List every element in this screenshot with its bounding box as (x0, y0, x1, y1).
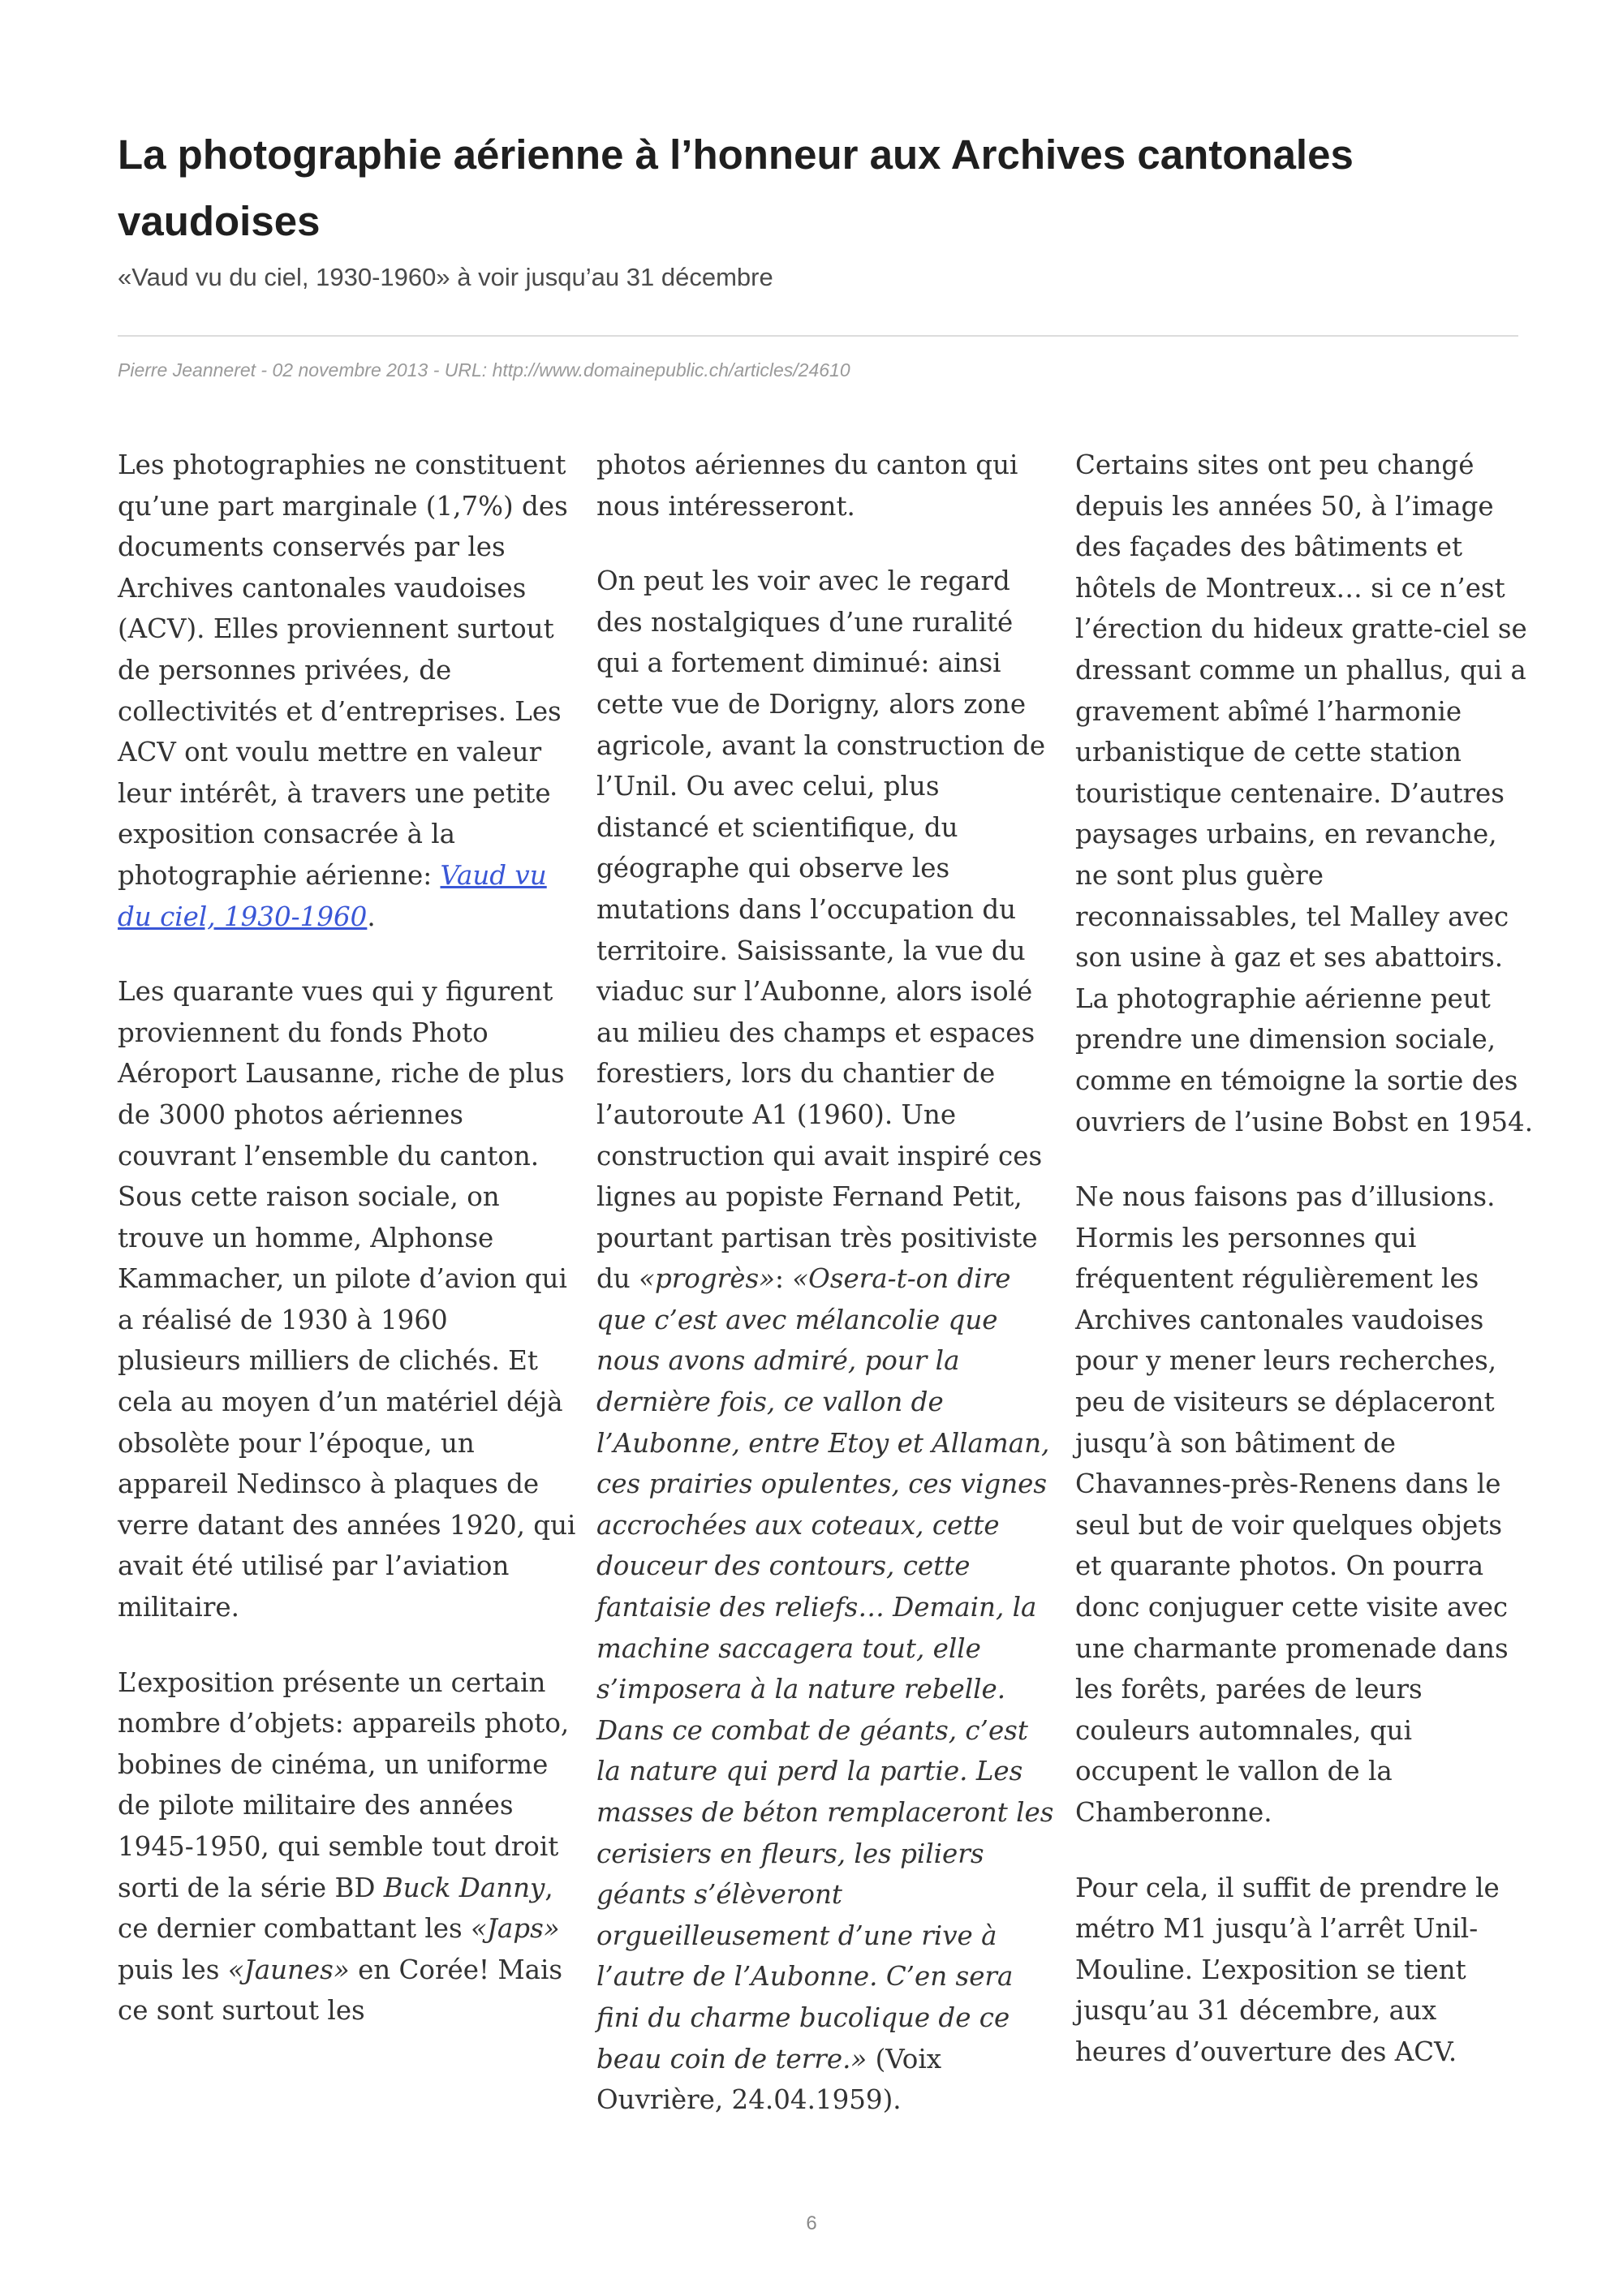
article-subtitle: «Vaud vu du ciel, 1930-1960» à voir jusqu’au 31 décembre (118, 263, 773, 291)
paragraph-3: L’exposition présente un certain nombre d’objets: appareils photo, bobines de cinéma, un uniforme de pilote militaire des années 1945-1950, qui semble tout droit sorti de la série BD Buck Danny, ce dernier combattant les «Japs» puis les «Jaunes» en Corée! Mais ce sont surtout les (118, 1666, 570, 2027)
text-column-1 (118, 445, 576, 2032)
byline-date: 02 novembre 2013 (272, 359, 428, 381)
paragraph-4: On peut les voir avec le regard des nostalgiques d’une ruralité qui a fortement diminué: ainsi cette vue de Dorigny, alors zone agricole, avant la construction de l’Unil. Ou avec celui, plus distancé et scientifique, du géographe qui observe les mutations dans l’occupation du territoire. Saisissante, la vue du viaduc sur l’Aubonne, alors isolé au milieu des champs et espaces forestiers, lors du chantier de l’autoroute A1 (1960). Une construction qui avait inspiré ces lignes au popiste Fernand Petit, pourtant partisan très positiviste du «progrès»: «Osera-t-on dire que c’est avec mélancolie que nous avons admiré, pour la dernière fois, ce vallon de l’Aubonne, entre Etoy et Allaman, ces prairies opulentes, ces vignes accrochées aux coteaux, cette douceur des contours, cette fantaisie des reliefs… Demain, la machine saccagera tout, elle s’imposera à la nature rebelle. Dans ce combat de géants, c’est la nature qui perd la partie. Les masses de béton remplaceront les cerisiers en fleurs, les piliers géants s’élèveront orgueilleusement d’une rive à l’autre de l’Aubonne. C’en sera fini du charme bucolique de ce beau coin de terre.» (Voix Ouvrière, 24.04.1959). (596, 565, 1054, 2116)
byline-url-label: URL: (444, 359, 488, 381)
byline-url-link[interactable]: http://www.domainepublic.ch/articles/24610 (492, 359, 850, 381)
byline-author: Pierre Jeanneret (118, 359, 256, 381)
header-divider (118, 335, 1518, 337)
quotation: «Osera-t-on dire que c’est avec mélancolie que nous avons admiré, pour la dernière fois, ce vallon de l’Aubonne, entre Etoy et Allaman, ces prairies opulentes, ces vignes accrochées aux coteaux, cette douceur des contours, cette fantaisie des reliefs… Demain, la machine saccagera tout, elle s’imposera à la nature rebelle. Dans ce combat de géants, c’est la nature qui perd la partie. Les masses de béton remplaceront les cerisiers en fleurs, les piliers géants s’élèveront orgueilleusement d’une rive à l’autre de l’Aubonne. C’en sera fini du charme bucolique de ce beau coin de terre.» (596, 1263, 1054, 2075)
paragraph-3-continued: photos aériennes du canton qui nous intéresseront. (596, 449, 1018, 522)
exhibition-link[interactable]: Vaud vu du ciel, 1930-1960 (118, 859, 547, 932)
article-byline: Pierre Jeanneret - 02 novembre 2013 - URL: http://www.domainepublic.ch/articles/24610 (118, 359, 850, 381)
article-title: La photographie aérienne à l’honneur aux Archives cantonales vaudoises (118, 131, 1354, 244)
article-header (118, 122, 1522, 294)
paragraph-5: Certains sites ont peu changé depuis les années 50, à l’image des façades des bâtiments et hôtels de Montreux… si ce n’est l’érection du hideux gratte-ciel se dressant comme un phallus, qui a gravement abîmé l’harmonie urbanistique de cette station touristique centenaire. D’autres paysages urbains, en revanche, ne sont plus guère reconnaissables, tel Malley avec son usine à gaz et ses abattoirs. La photographie aérienne peut prendre une dimension sociale, comme en témoigne la sortie des ouvriers de l’usine Bobst en 1954. (1075, 449, 1534, 1137)
paragraph-1: Les photographies ne constituent qu’une part marginale (1,7%) des documents conservés par les Archives cantonales vaudoises (ACV). Elles proviennent surtout de personnes privées, de collectivités et d’entreprises. Les ACV ont voulu mettre en valeur leur intérêt, à travers une petite exposition consacrée à la photographie aérienne: Vaud vu du ciel, 1930-1960. (118, 449, 568, 932)
text-column-2 (596, 445, 1055, 2121)
paragraph-2: Les quarante vues qui y figurent proviennent du fonds Photo Aéroport Lausanne, riche de plus de 3000 photos aériennes couvrant l’ensemble du canton. Sous cette raison sociale, on trouve un homme, Alphonse Kammacher, un pilote d’avion qui a réalisé de 1930 à 1960 plusieurs milliers de clichés. Et cela au moyen d’un matériel déjà obsolète pour l’époque, un appareil Nedinsco à plaques de verre datant des années 1920, qui avait été utilisé par l’aviation militaire. (118, 976, 576, 1623)
paragraph-6: Ne nous faisons pas d’illusions. Hormis les personnes qui fréquentent régulièrement les Archives cantonales vaudoises pour y mener leurs recherches, peu de visiteurs se déplaceront jusqu’à son bâtiment de Chavannes-près-Renens dans le seul but de voir quelques objets et quarante photos. On pourra donc conjuguer cette visite avec une charmante promenade dans les forêts, parées de leurs couleurs automnales, qui occupent le vallon de la Chamberonne. (1075, 1181, 1509, 1828)
text-column-3 (1075, 445, 1534, 2073)
paragraph-7: Pour cela, il suffit de prendre le métro M1 jusqu’à l’arrêt Unil-Mouline. L’exposition se tient jusqu’au 31 décembre, aux heures d’ouverture des ACV. (1075, 1872, 1500, 2067)
page-number: 6 (806, 2212, 817, 2234)
